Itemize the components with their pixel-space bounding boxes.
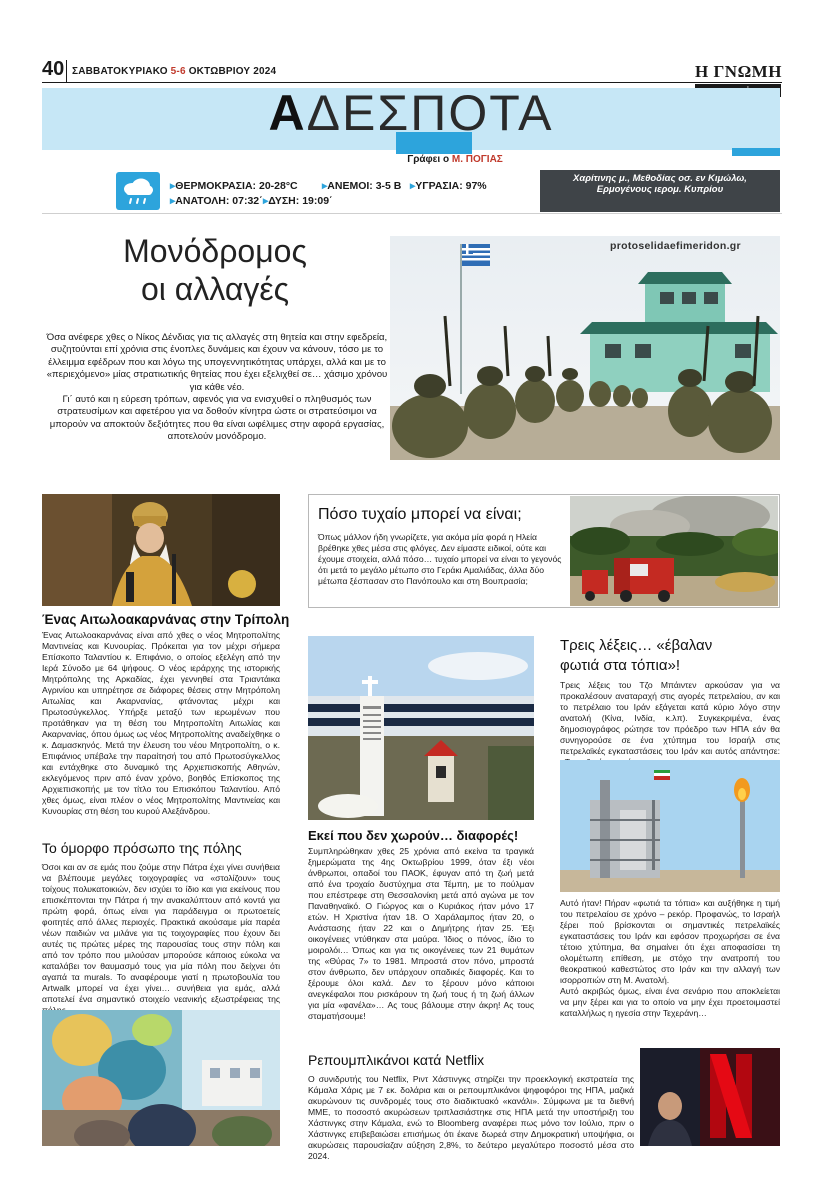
lead-paragraph: Όσα ανέφερε χθες ο Νίκος Δένδιας για τις αλλαγές στη θητεία και στην εφεδρεία, συζητούνται επί χρόνια στις ένοπλες δυνάμεις και έχουν να κάνουν, τόσο με το έλλειμμα εφέδρων που και λόγω της υπογεννητικότητας υπάρχει, αλλά και με το «περιεχόμενο» μίας στρατιωτικής θητείας που έχει εξελιχθεί σε… χάσιμο χρόνου για κάθε νέο. [46,332,388,393]
header-divider [66,60,67,82]
issue-month-year: ΟΚΤΩΒΡΙΟΥ 2024 [188,66,277,77]
netflix-photo [640,1048,780,1146]
refinery-photo [560,760,780,892]
story-fire-title: Πόσο τυχαίο μπορεί να είναι; [318,506,522,523]
weather-divider [42,213,782,214]
bullet-arrow-icon: ▸ [322,180,328,192]
lead-body [42,332,392,444]
fire-truck-photo [570,496,778,606]
story-netflix-body: Ο συνιδρυτής του Netflix, Ριντ Χάστινγκς στηρίζει την προεκλογική εκστρατεία της Κάμαλα Χάρις με 7 εκ. δολάρια και οι ρεπουμπλικάνοι ψηφοφόροι της ΗΠΑ, μαζικά ακυρώνουν τις συνδρομές τους στο διαδικτυακό «κανάλι». Σύμφωνα με τα διεθνή ΜΜΕ, το ποσοστό ακυρώσεων τριπλασιάστηκε στις ΗΠΑ μετά την υποστήριξη του Χάστινγκς στην Κάμαλα, ενώ το Bloomberg αναφέρει πως μόνο τον Ιούλιο, πριν ο Χάστινγκς επιβεβαιώσει επισήμως ότι έκανε δωρεά στην Δημοκρατική υποψήφια, οι ακυρώσεις παρουσίαζαν αύξηση 2,8%, το δεύτερο μεγαλύτερο ποσοστό μέσα στο 2024. [308,1074,634,1161]
weather-humidity: ▸ΥΓΡΑΣΙΑ: 97% [410,180,487,192]
bishop-photo [42,494,280,606]
section-title [42,82,780,144]
soldiers-photo [390,236,780,460]
memorial-photo [308,636,534,820]
bullet-arrow-icon: ▸ [170,180,176,192]
story-oil-body-2: Αυτό ήταν! Πήραν «φωτιά τα τόπια» και αυξήθηκε η τιμή του πετρελαίου σε χρόνο – ρεκόρ. Προφανώς, το Ισραήλ ξέρει πού βρίσκονται οι σημαντικές πετρελαϊκές εγκαταστάσεις του Ιράν και εφόσον προχωρήσει σε ένα τέτοιο χτύπημα, θα σημαίνει ότι έχει αποφασίσει τη ολομέτωπη επίθεση, με στόχο την ανατροπή του θεοκρατικού καθεστώτος στο Ιράν και την αλλαγή των ισορροπιών στη Μ. Ανατολή. Αυτό ακριβώς όμως, είναι ένα σενάριο που αποκλείεται να μην ξέρει και για το οποίο να μην έχει προετοιμαστεί καταλλήλως η ηγεσία στην Τεχεράνη… [560,898,780,1018]
issue-day: ΣΑΒΒΑΤΟΚΥΡΙΑΚΟ [72,66,168,77]
story-bishop-title: Ένας Αιτωλοακαρνάνας στην Τρίπολη [42,612,290,627]
section-title-initial: Α [268,85,307,141]
banner-accent-strip [732,148,780,156]
weather-wind: ▸ΑΝΕΜΟΙ: 3-5 Β [322,180,402,192]
story-city-body: Όσοι και αν σε εμάς που ζούμε στην Πάτρα έχει γίνει συνήθεια να βλέπουμε μεγάλες τοιχογραφίες να «στολίζουν» τους τοίχους πολυκατοικιών, δεν ισχύει το ίδιο και για εκείνους που επισκέπτονται την Πάτρα ή την ανακαλύπτουν από κοντά για πρώτη φορά, όπως είναι για παράδειγμα οι πρωτοετείς φοιτητές από άλλες περιοχές. Πρακτικά ακούσαμε μία παρέα νέων παιδιών να μιλάνε για τις τοιχογραφίες που έχουν δει αυτές τις πρώτες μέρες της παρουσίας τους στην πόλη και από τον τρόπο που μιλούσαν μπορούσε κάποιος εύκολα να καταλάβει τον θαυμασμό τους για μία πόλη που δείχνει ότι αγαπά τα murals. Το αναφέρουμε γιατί η πρωτοβουλία του Artwalk μπορεί να έχει γίνει… συνήθεια για εμάς, αλλά αποτελεί ένα σημαντικό στοιχείο νεανικής εξωστρέφειας της [42,862,280,1004]
weather-sunrise: ▸ΑΝΑΤΟΛΗ: 07:32΄ [170,195,263,207]
bullet-arrow-icon: ▸ [263,195,269,207]
bullet-arrow-icon: ▸ [170,195,176,207]
story-memorial-body: Συμπληρώθηκαν χθες 25 χρόνια από εκείνα τα τραγικά ξημερώματα της 4ης Οκτωβρίου 1999, όταν έξι νέοι άνθρωποι, οπαδοί του ΠΑΟΚ, έφυγαν από τη ζωή μετά από ένα τροχαίο δυστύχημα στα Τέμπη, με το πούλμαν που επέστρεφε στη Θεσσαλονίκη μετά από αγώνα με τον Παναθηναϊκό. Ο Γιώργος και ο Κυριάκος ήταν μόνο 17 ετών. Η Χριστίνα ήταν 18. Ο Χαράλαμπος ήταν 20, ο Ανάστασης ήταν 22 και ο Δημήτρης ήταν 25. Έξι οικογένειες ντύθηκαν στα μαύρα. Ίδιος ο πόνος, ίδιο το μοιρολόι… Όπως και για τις οικογένειες των 21 θυμάτων της «Θύρας 7» το 1981. Μπροστά στον πόνο, μπροστά στον άνθρωπο, δεν υπάρχουν οπαδικές διαφορές. Και το ξέρουμε όλοι καλά. Δεν το ξέρουν μόνο κάποιοι ανεγκέφαλοι που ρισκάρουν τη ζωή τους ή τη ζωή άλλων για μία «φανέλα»… Ας τους βάλουμε στην άκρη! Ας τους σταματήσουμε! [308,846,534,1021]
weather-temperature: ▸ΘΕΡΜΟΚΡΑΣΙΑ: 20-28°C [170,180,298,192]
weather-sunset: ▸ΔΥΣΗ: 19:09΄ [263,195,333,207]
rain-cloud-icon [116,172,160,210]
story-netflix-title: Ρεπουμπλικάνοι κατά Netflix [308,1052,485,1068]
story-fire-body: Όπως μάλλον ήδη γνωρίζετε, για ακόμα μία φορά η Ηλεία βρέθηκε χθες μέσα στις φλόγες. Δεν είμαστε ειδικοί, ούτε και έχουμε στοιχεία, αλλά πόσο… τυχαίο μπορεί να είναι το γεγονός ότι μετά το μεγάλο μέτωπο στο Γεράκι Αμαλιάδας, άλλα δύο μέτωπα ξέσπασαν στο Πανόπουλο και στη Βουπρασία; [318,532,562,586]
byline [395,154,515,165]
lead-headline: Μονόδρομος οι αλλαγές [123,233,307,307]
issue-date-days: 5-6 [170,66,186,77]
story-oil-body-1: Τρεις λέξεις του Τζο Μπάιντεν αρκούσαν για να προκαλέσουν αναταραχή στις αγορές πετρελαίου, αν και το πετρέλαιο του Ιράν εξάγεται κατά κύριο λόγο στην ανατολή (Κίνα, Ινδία, κ.λπ). Συγκεκριμένα, ένας δημοσιογράφος ρώτησε τον πρόεδρο των ΗΠΑ εάν θα συνηγορούσε σε ένα χτύπημα του Ισραήλ στις πετρελαϊκές εγκαταστάσεις του Ιράν και αυτός απάντησε: [560,680,780,756]
saints-of-the-day: Χαρίτινης μ., Μεθοδίας οσ. εν Κιμώλω, Ερμογένους ιερομ. Κυπρίου [540,170,780,212]
story-oil-title: Τρεις λέξεις… «έβαλαν φωτιά στα τόπια»! [560,637,713,674]
story-bishop-body: Ένας Αιτωλοακαρνάνας είναι από χθες ο νέος Μητροπολίτης Μαντινείας και Κυνουρίας. Πρόκειται για τον μέχρι σήμερα Επίσκοπο Ταλαντίου κ. Επιφάνιο, ο οποίος εξελέγη από την Ιερά Σύνοδο με 64 ψήφους. Ο νέος ιεράρχης της ιστορικής Μητρόπολης της Αρκαδίας, έχει γεννηθεί στα Τριαντάικα Αγρινίου και υπηρέτησε σε διάφορες θέσεις στην Μητρόπολη Αιτωλίας και Ακαρνανίας, φτάνοντας μέχρι και Πρωτοσύγκελλος. Υπήρξε μεταξύ των ιερωμένων που προτάθηκαν για τη θέση του Μητροπολίτη Αιτωλίας και Ακαρνανίας, όπου όμως ως νέος Μητροπολίτης αναδείχθηκε ο κ. Δαμασκηνός. Μετά την έλευση του νέου Μητροπολίτη, ο κ. Επιφάνιος υπέβαλε την παραίτησή του από Πρωτοσύγκελλος και εντάχθηκε στο δυναμικό της Αρχιεπισκοπής Αθηνών, εκλεγόμενος πριν από έναν χρόνο, βοηθός Επίσκοπος της Αρχιεπισκοπής με τον τίτλο του Επισκόπου Ταλαντίου. Από χθες όμως, είναι πλέον ο νέος Μητροπολίτης Μαντινείας και Κυνουρίας στη θέση του κυρού Αλεξάνδρου. [42,630,280,816]
byline-author: Μ. ΠΟΓΙΑΣ [451,154,503,165]
lead-paragraph: Γι΄ αυτό και η εύρεση τρόπων, αφενός για να ενισχυθεί ο πληθυσμός των στρατευσίμων και αφετέρου για να δοθούν κίνητρα ώστε οι στρατεύσιμοι να μπορούν να αποκτούν δεξιότητες που θα είναι ωφέλιμες στην αφορά εργασίας, αποτελούν μονόδρομο. [49,394,385,443]
bullet-arrow-icon: ▸ [410,180,416,192]
issue-date [72,66,276,77]
story-city-title: Το όμορφο πρόσωπο της πόλης [42,840,242,856]
byline-prefix: Γράφει ο [407,154,450,165]
mural-photo [42,1010,280,1146]
story-memorial-title: Εκεί που δεν χωρούν… διαφορές! [308,828,519,843]
section-title-rest: ΔΕΣΠΟΤΑ [306,85,554,141]
page-number: 40 [42,58,65,80]
watermark: protoselidaefimeridon.gr [610,240,741,252]
newspaper-logo: Η ΓΝΩΜΗ [695,62,782,81]
